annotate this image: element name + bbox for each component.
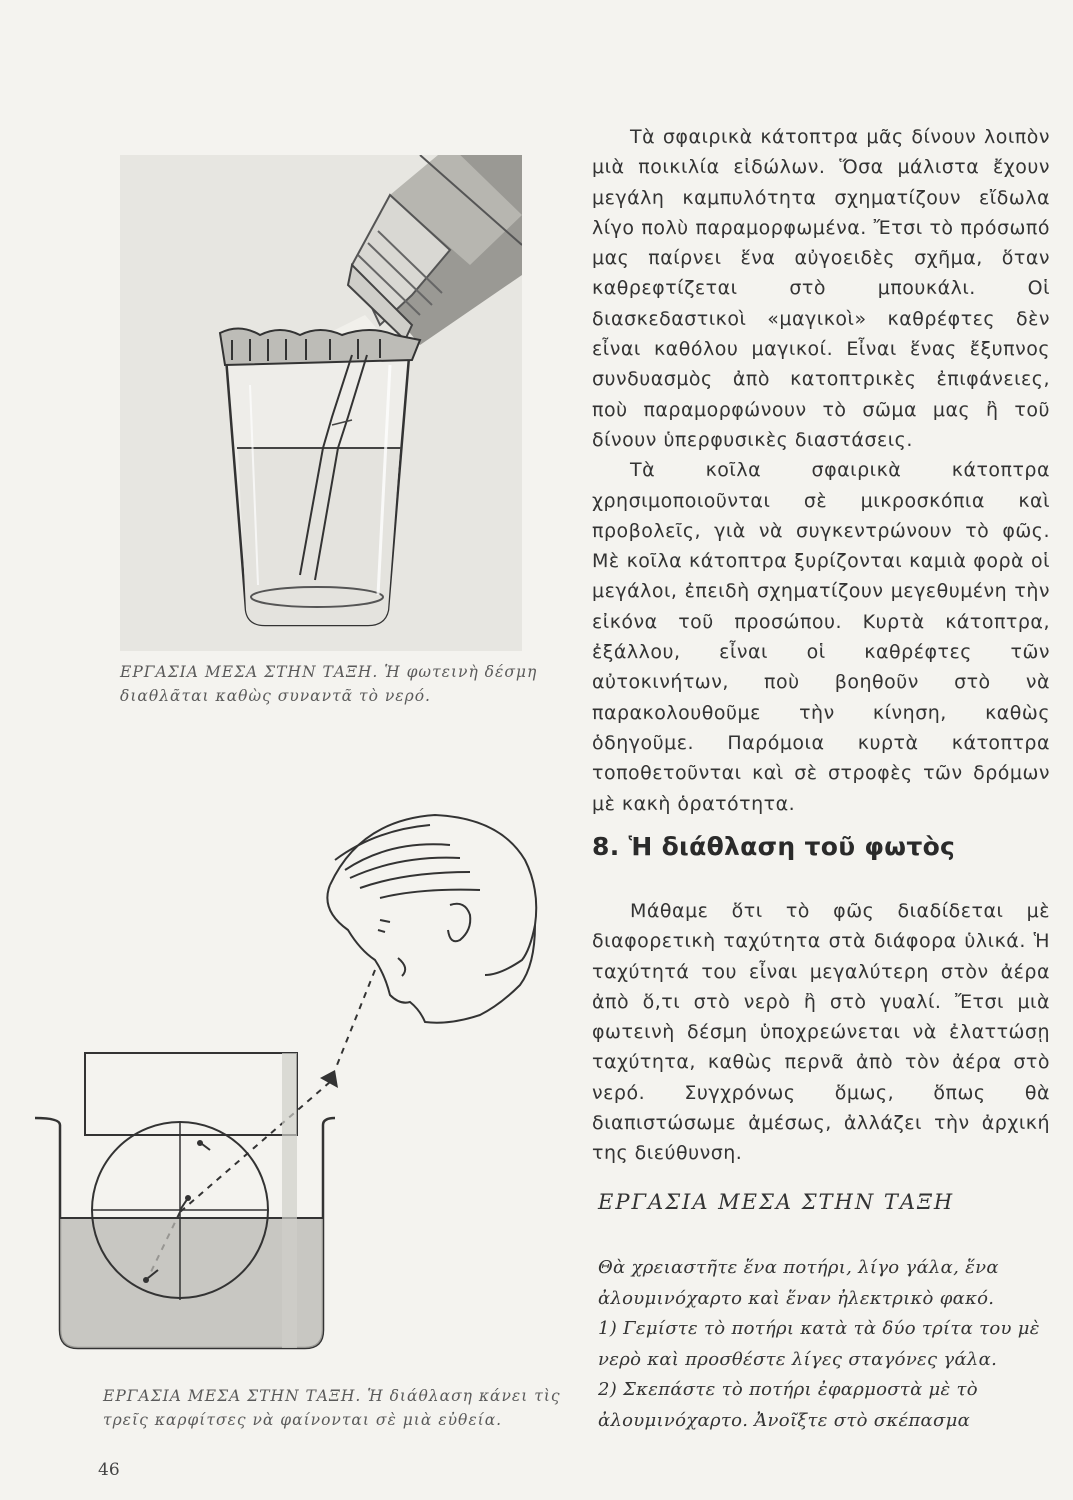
figure-1-caption: ΕΡΓΑΣΙΑ ΜΕΣΑ ΣΤΗΝ ΤΑΞΗ. Ἡ φωτεινὴ δέσμη διαθλᾶται καθὼς συναντᾶ τὸ νερό.: [120, 663, 538, 705]
flashlight-icon: [348, 155, 522, 345]
paragraph-concave-mirrors: Τὰ κοῖλα σφαιρικὰ κάτοπτρα χρησιμοποιοῦνται σὲ μικροσκόπια καὶ προβολεῖς, γιὰ νὰ συγκεντρώνουν τὸ φῶς. Μὲ κοῖλα κάτοπτρα ξυρίζονται καμιὰ φορὰ οἱ μεγάλοι, ἐπειδὴ σχηματίζουν μεγεθυμένη τὴν εἰκόνα τοῦ προσώπου. Κυρτὰ κάτοπτρα, ἐξάλλου, εἶναι οἱ καθρέφτες τῶν αὐτοκινήτων, ποὺ βοηθοῦν στὸ νὰ παρακολουθοῦμε τὴν κίνηση, καθὼς ὁδηγοῦμε. Παρόμοια κυρτὰ κάτοπτρα τοποθετοῦνται καὶ σὲ στροφὲς τῶν δρόμων μὲ κακὴ ὁρατότητα.: [592, 459, 1050, 815]
activity-instructions: [598, 1253, 1053, 1436]
paragraph-spherical-mirrors: Τὰ σφαιρικὰ κάτοπτρα μᾶς δίνουν λοιπὸν μιὰ ποικιλία εἰδώλων. Ὅσα μάλιστα ἔχουν μεγάλη καμπυλότητα σχηματίζουν εἴδωλα λίγο πολὺ παραμορφωμένα. Ἔτσι τὸ πρόσωπό μας παίρνει ἕνα αὐγοειδὲς σχῆμα, ὅταν καθρεφτίζεται στὸ μπουκάλι. Οἱ διασκεδαστικοὶ «μαγικοὶ» καθρέφτες δὲν εἶναι καθόλου μαγικοί. Εἶναι ἕνας ἔξυπνος συνδυασμὸς ἀπὸ κατοπτρικὲς ἐπιφάνειες, ποὺ παραμορφώνουν τὸ σῶμα μας ἢ τοῦ δίνουν ὑπερφυσικὲς διαστάσεις.: [592, 126, 1050, 451]
flashlight-glass-illustration: [120, 155, 522, 651]
beaker-icon: [35, 1053, 335, 1348]
figure-flashlight-glass: [120, 155, 522, 651]
glass-icon: [220, 328, 420, 625]
activity-intro: Θὰ χρειαστῆτε ἕνα ποτήρι, λίγο γάλα, ἕνα ἀλουμινόχαρτο καὶ ἕναν ἠλεκτρικὸ φακό.: [598, 1257, 999, 1309]
page-number: 46: [98, 1460, 120, 1480]
head-icon: [327, 815, 536, 1023]
activity-step-1: 1) Γεμίστε τὸ ποτήρι κατὰ τὰ δύο τρίτα του μὲ νερὸ καὶ προσθέστε λίγες σταγόνες γάλα.: [598, 1318, 1040, 1370]
section-heading: 8. Ἡ διάθλαση τοῦ φωτὸς: [592, 832, 956, 861]
figure-2-caption: ΕΡΓΑΣΙΑ ΜΕΣΑ ΣΤΗΝ ΤΑΞΗ. Ἡ διάθλαση κάνει τὶς τρεῖς καρφίτσες νὰ φαίνονται σὲ μιὰ εὐθεία.: [103, 1387, 561, 1429]
right-column-text: [592, 122, 1050, 819]
activity-step-2: 2) Σκεπάστε τὸ ποτήρι ἐφαρμοστὰ μὲ τὸ ἀλουμινόχαρτο. Ἀνοῖξτε στὸ σκέπασμα: [598, 1379, 978, 1431]
refraction-text: [592, 896, 1050, 1169]
paragraph-refraction: Μάθαμε ὅτι τὸ φῶς διαδίδεται μὲ διαφορετικὴ ταχύτητα στὰ διάφορα ὑλικά. Ἡ ταχύτητά του εἶναι μεγαλύτερη στὸν ἀέρα ἀπὸ ὅ,τι στὸ νερὸ ἢ στὸ γυαλί. Ἔτσι μιὰ φωτεινὴ δέσμη ὑποχρεώνεται νὰ ἐλαττώσῃ ταχύτητα, καθὼς περνᾶ ἀπὸ τὸν ἀέρα στὸ νερό. Συγχρόνως ὅμως, ὅπως θὰ διαπιστώσωμε ἀμέσως, ἀλλάζει τὴν ἀρχική της διεύθυνση.: [592, 900, 1050, 1165]
activity-heading: ΕΡΓΑΣΙΑ ΜΕΣΑ ΣΤΗΝ ΤΑΞΗ: [598, 1190, 955, 1214]
refraction-beaker-illustration: [30, 800, 560, 1370]
figure-refraction-beaker: [30, 800, 560, 1370]
